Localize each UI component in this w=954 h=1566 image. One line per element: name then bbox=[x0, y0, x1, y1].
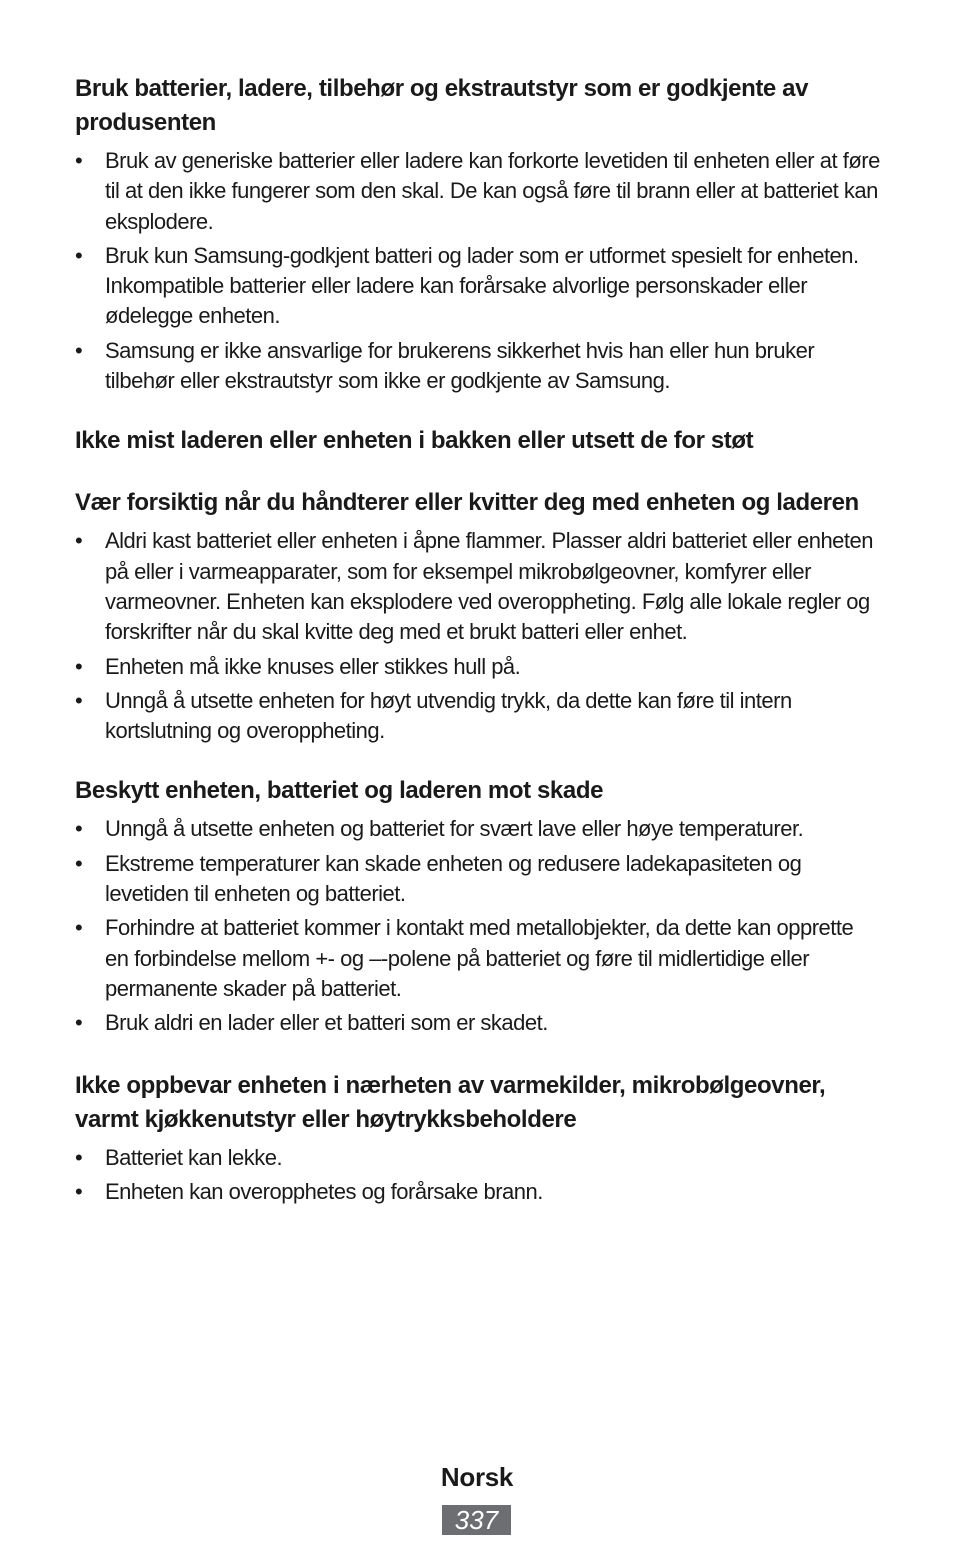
list-item-text: Batteriet kan lekke. bbox=[105, 1144, 283, 1170]
bullet-list bbox=[75, 814, 880, 1038]
list-item bbox=[75, 336, 880, 397]
section-heading: Bruk batterier, ladere, tilbehør og ekstrautstyr som er godkjente av produsenten bbox=[75, 75, 809, 136]
bullet-icon: • bbox=[75, 816, 83, 842]
list-item bbox=[75, 1143, 880, 1173]
bullet-icon: • bbox=[75, 337, 83, 363]
bullet-icon: • bbox=[75, 1144, 83, 1170]
list-item bbox=[75, 814, 880, 844]
bullet-icon: • bbox=[75, 148, 83, 173]
list-item-text: Bruk av generiske batterier eller ladere kan forkorte levetiden til enheten eller at føre til at den ikke fungerer som den skal. De kan også føre til brann eller at batteriet kan eksplodere. bbox=[105, 148, 880, 234]
bullet-icon: • bbox=[75, 850, 83, 876]
list-item bbox=[75, 686, 880, 747]
list-item-text: Unngå å utsette enheten for høyt utvendig trykk, da dette kan føre til intern kortslutning og overoppheting. bbox=[105, 687, 792, 744]
document-body bbox=[75, 72, 880, 1211]
list-item-text: Aldri kast batteriet eller enheten i åpne flammer. Plasser aldri batteriet eller enheten på eller i varmeapparater, som for eksempel mikrobølgeovner, komfyrer eller varmeovner. Enheten kan eksplodere ved overoppheting. Følg alle lokale regler og forskrifter når du skal kvitte deg med et brukt batteri eller enhet. bbox=[105, 528, 873, 645]
list-item bbox=[75, 146, 880, 237]
list-item-text: Enheten kan overopphetes og forårsake brann. bbox=[105, 1178, 543, 1204]
section-heading: Ikke oppbevar enheten i nærheten av varmekilder, mikrobølgeovner, varmt kjøkkenutstyr eller høytrykksbeholdere bbox=[75, 1071, 826, 1133]
section-approved-accessories bbox=[75, 72, 880, 396]
bullet-icon: • bbox=[75, 1178, 83, 1204]
section-spacer bbox=[75, 1043, 880, 1069]
list-item bbox=[75, 652, 880, 682]
list-item bbox=[75, 1008, 880, 1038]
section-heat-sources bbox=[75, 1069, 880, 1208]
bullet-icon: • bbox=[75, 653, 83, 679]
bullet-list bbox=[75, 526, 880, 746]
bullet-list bbox=[75, 146, 880, 396]
list-item-text: Samsung er ikke ansvarlige for brukerens sikkerhet hvis han eller hun bruker tilbehør eller ekstrautstyr som ikke er godkjente av Samsung. bbox=[105, 337, 815, 394]
list-item bbox=[75, 913, 880, 1004]
list-item bbox=[75, 849, 880, 910]
bullet-icon: • bbox=[75, 242, 83, 268]
bullet-icon: • bbox=[75, 915, 83, 941]
list-item bbox=[75, 241, 880, 332]
list-item-text: Forhindre at batteriet kommer i kontakt med metallobjekter, da dette kan opprette en forbindelse mellom +- og –-polene på batteriet og føre til midlertidige eller permanente skader på batteriet. bbox=[105, 915, 854, 1001]
list-item-text: Unngå å utsette enheten og batteriet for svært lave eller høye temperaturer. bbox=[105, 816, 804, 842]
section-spacer bbox=[75, 462, 880, 486]
bullet-icon: • bbox=[75, 687, 83, 713]
list-item-text: Bruk kun Samsung-godkjent batteri og lader som er utformet spesielt for enheten. Inkompatible batterier eller ladere kan forårsake alvorlige personskader eller ødelegge enheten. bbox=[105, 242, 859, 329]
section-heading: Ikke mist laderen eller enheten i bakken eller utsett de for støt bbox=[75, 427, 754, 455]
list-item-text: Bruk aldri en lader eller et batteri som er skadet. bbox=[105, 1010, 548, 1036]
section-spacer bbox=[75, 400, 880, 424]
list-item-text: Enheten må ikke knuses eller stikkes hull på. bbox=[105, 653, 521, 679]
page-number-badge: 337 bbox=[442, 1505, 511, 1535]
section-protect-from-damage bbox=[75, 774, 880, 1038]
list-item-text: Ekstreme temperaturer kan skade enheten og redusere ladekapasiteten og levetiden til enheten og batteriet. bbox=[105, 850, 802, 907]
list-item bbox=[75, 1177, 880, 1207]
section-heading: Beskytt enheten, batteriet og laderen mot skade bbox=[75, 777, 604, 805]
section-handling-disposal bbox=[75, 486, 880, 746]
section-heading: Vær forsiktig når du håndterer eller kvitter deg med enheten og laderen bbox=[75, 489, 859, 517]
section-do-not-drop bbox=[75, 424, 880, 458]
list-item bbox=[75, 526, 880, 647]
section-spacer bbox=[75, 750, 880, 774]
bullet-icon: • bbox=[75, 1010, 83, 1036]
bullet-icon: • bbox=[75, 528, 83, 554]
footer-language-label: Norsk bbox=[440, 1462, 514, 1492]
bullet-list bbox=[75, 1143, 880, 1208]
